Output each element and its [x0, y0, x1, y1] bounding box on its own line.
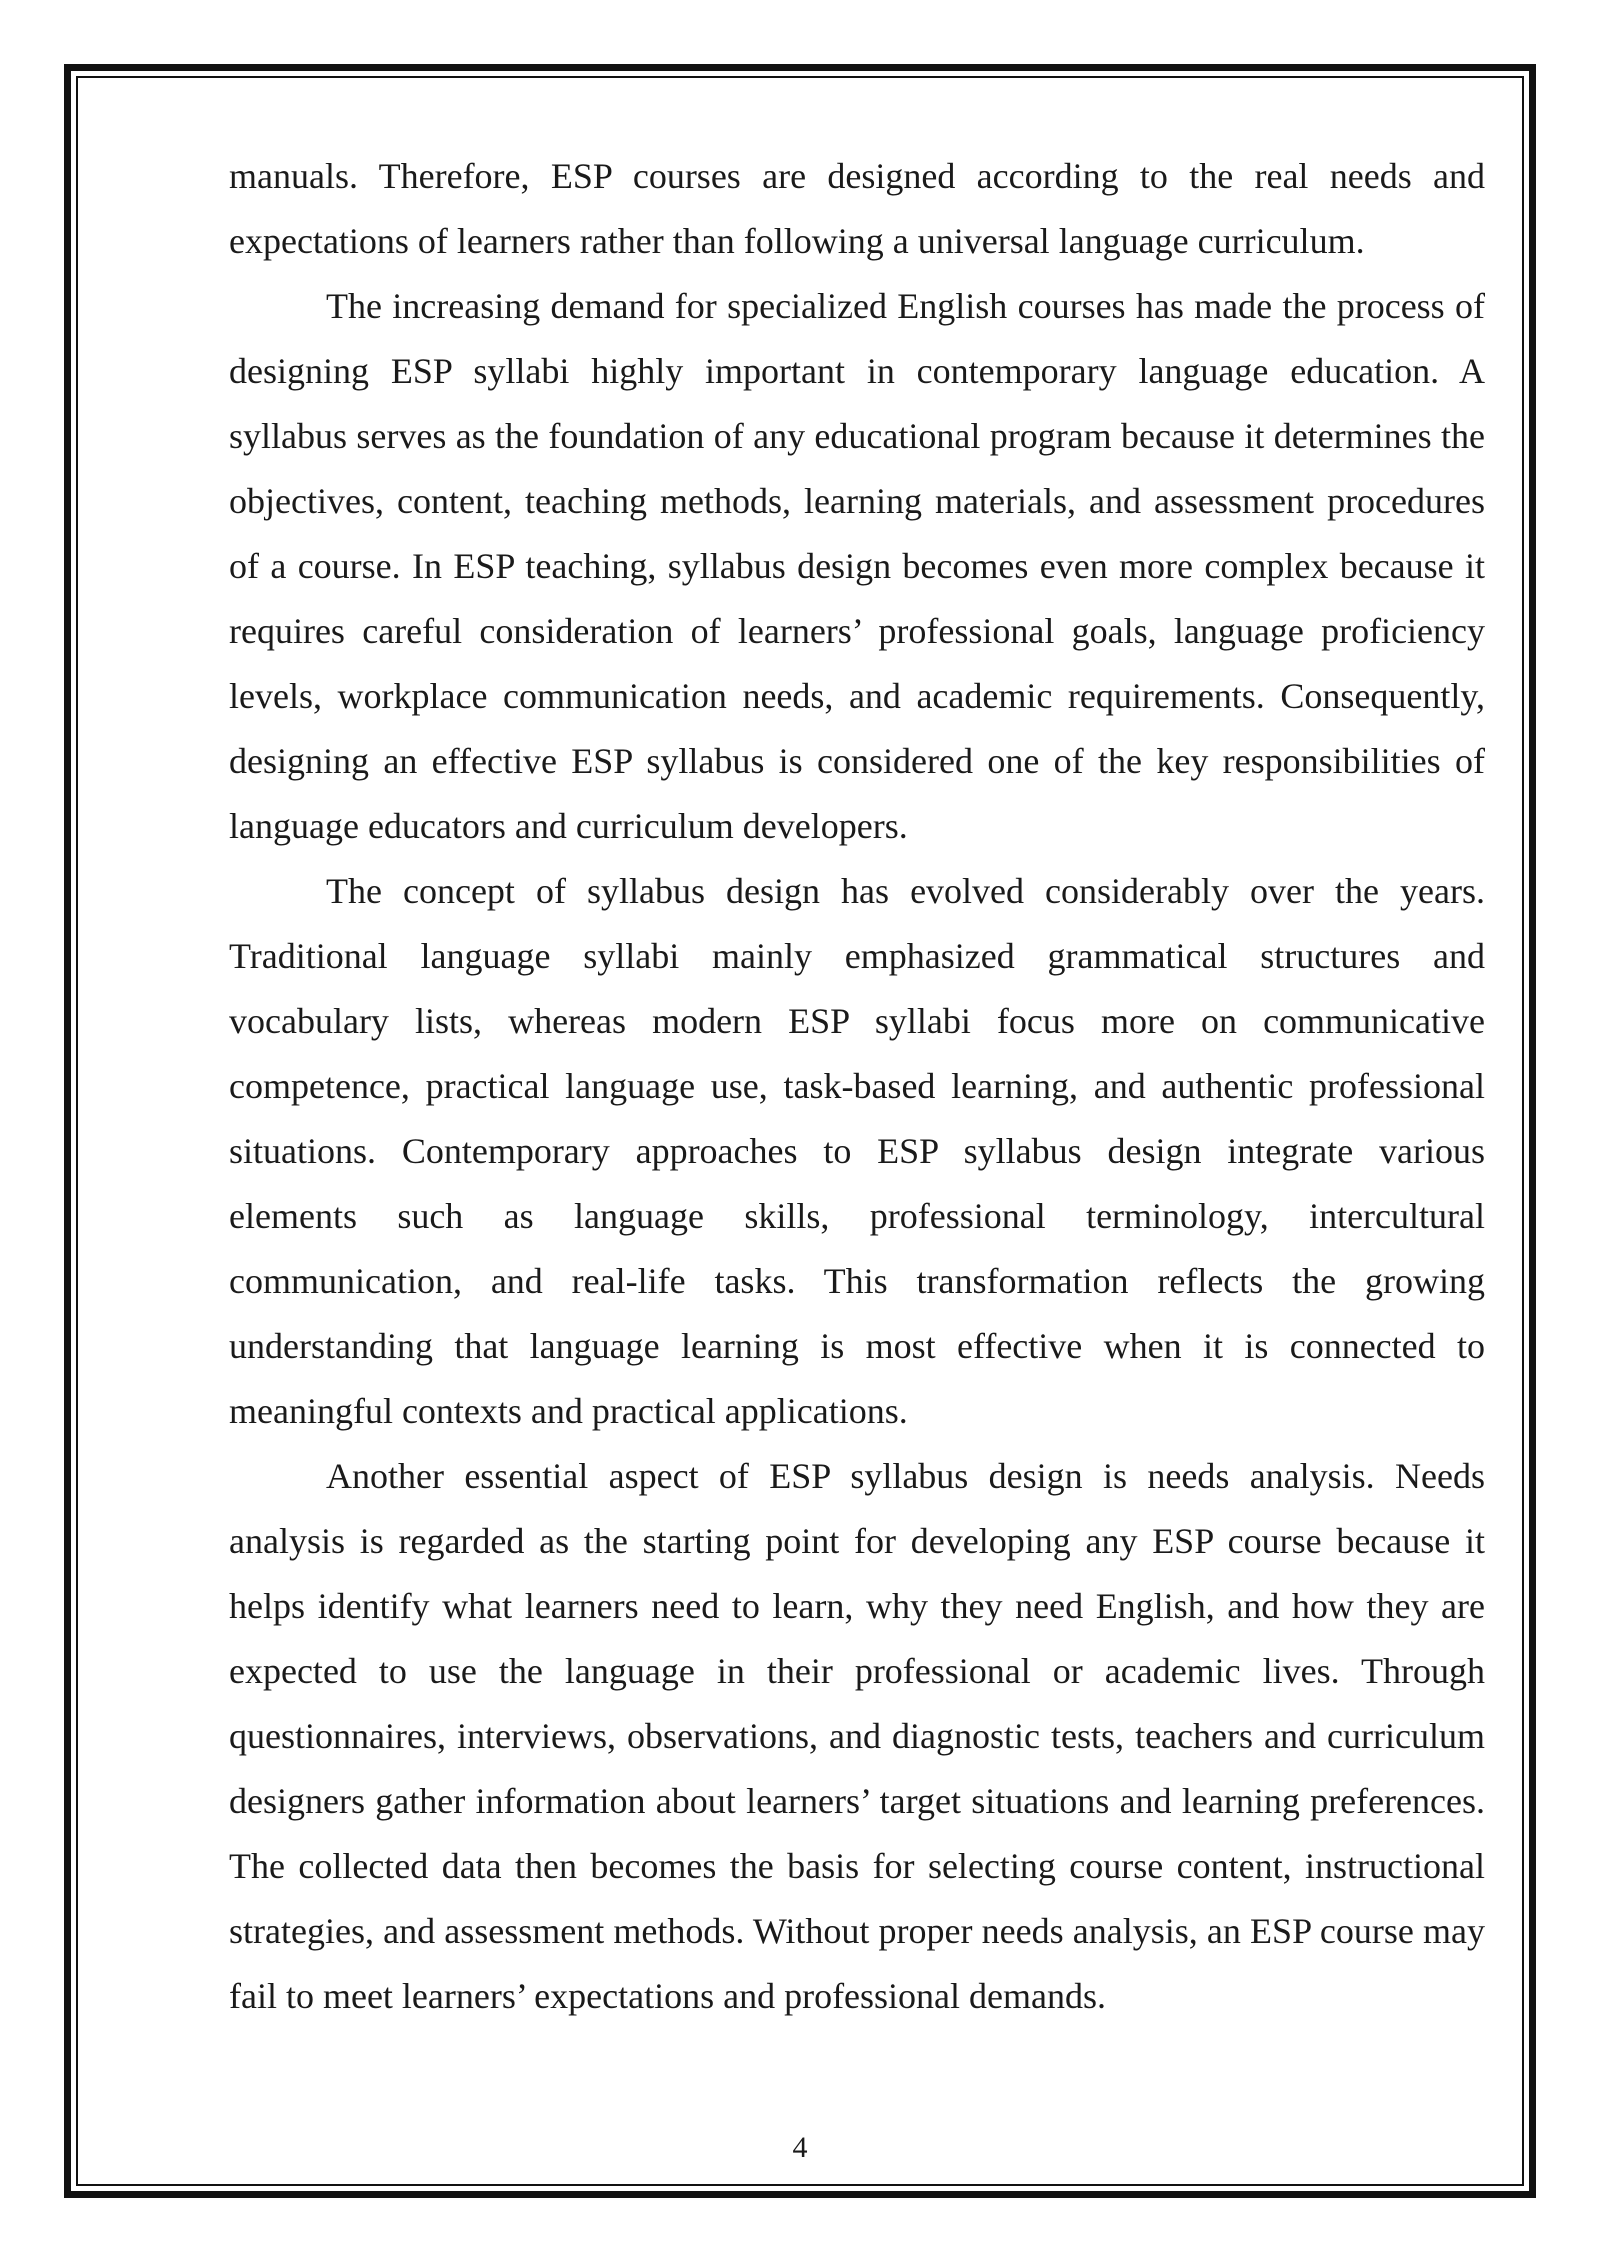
paragraph-1: manuals. Therefore, ESP courses are designed according to the real needs and expectations of learners rather than following a universal language curriculum.: [229, 156, 1485, 261]
page-body: [229, 144, 1485, 2029]
paragraph-4: Another essential aspect of ESP syllabus design is needs analysis. Needs analysis is regarded as the starting point for developing any ESP course because it helps identify what learners need to learn, why they need English, and how they are expected to use the language in their professional or academic lives. Through questionnaires, interviews, observations, and diagnostic tests, teachers and curriculum designers gather information about learners’ target situations and learning preferences. The collected data then becomes the basis for selecting course content, instructional strategies, and assessment methods. Without proper needs analysis, an ESP course may fail to meet learners’ expectations and professional demands.: [229, 1456, 1485, 2016]
paragraph-2: The increasing demand for specialized English courses has made the process of designing ESP syllabi highly important in contemporary language education. A syllabus serves as the foundation of any educational program because it determines the objectives, content, teaching methods, learning materials, and assessment procedures of a course. In ESP teaching, syllabus design becomes even more complex because it requires careful consideration of learners’ professional goals, language proficiency levels, workplace communication needs, and academic requirements. Consequently, designing an effective ESP syllabus is considered one of the key responsibilities of language educators and curriculum developers.: [229, 286, 1485, 846]
page-number: 4: [792, 2131, 808, 2164]
paragraph-3: The concept of syllabus design has evolved considerably over the years. Traditional language syllabi mainly emphasized grammatical structures and vocabulary lists, whereas modern ESP syllabi focus more on communicative competence, practical language use, task-based learning, and authentic professional situations. Contemporary approaches to ESP syllabus design integrate various elements such as language skills, professional terminology, intercultural communication, and real-life tasks. This transformation reflects the growing understanding that language learning is most effective when it is connected to meaningful contexts and practical applications.: [229, 871, 1485, 1431]
